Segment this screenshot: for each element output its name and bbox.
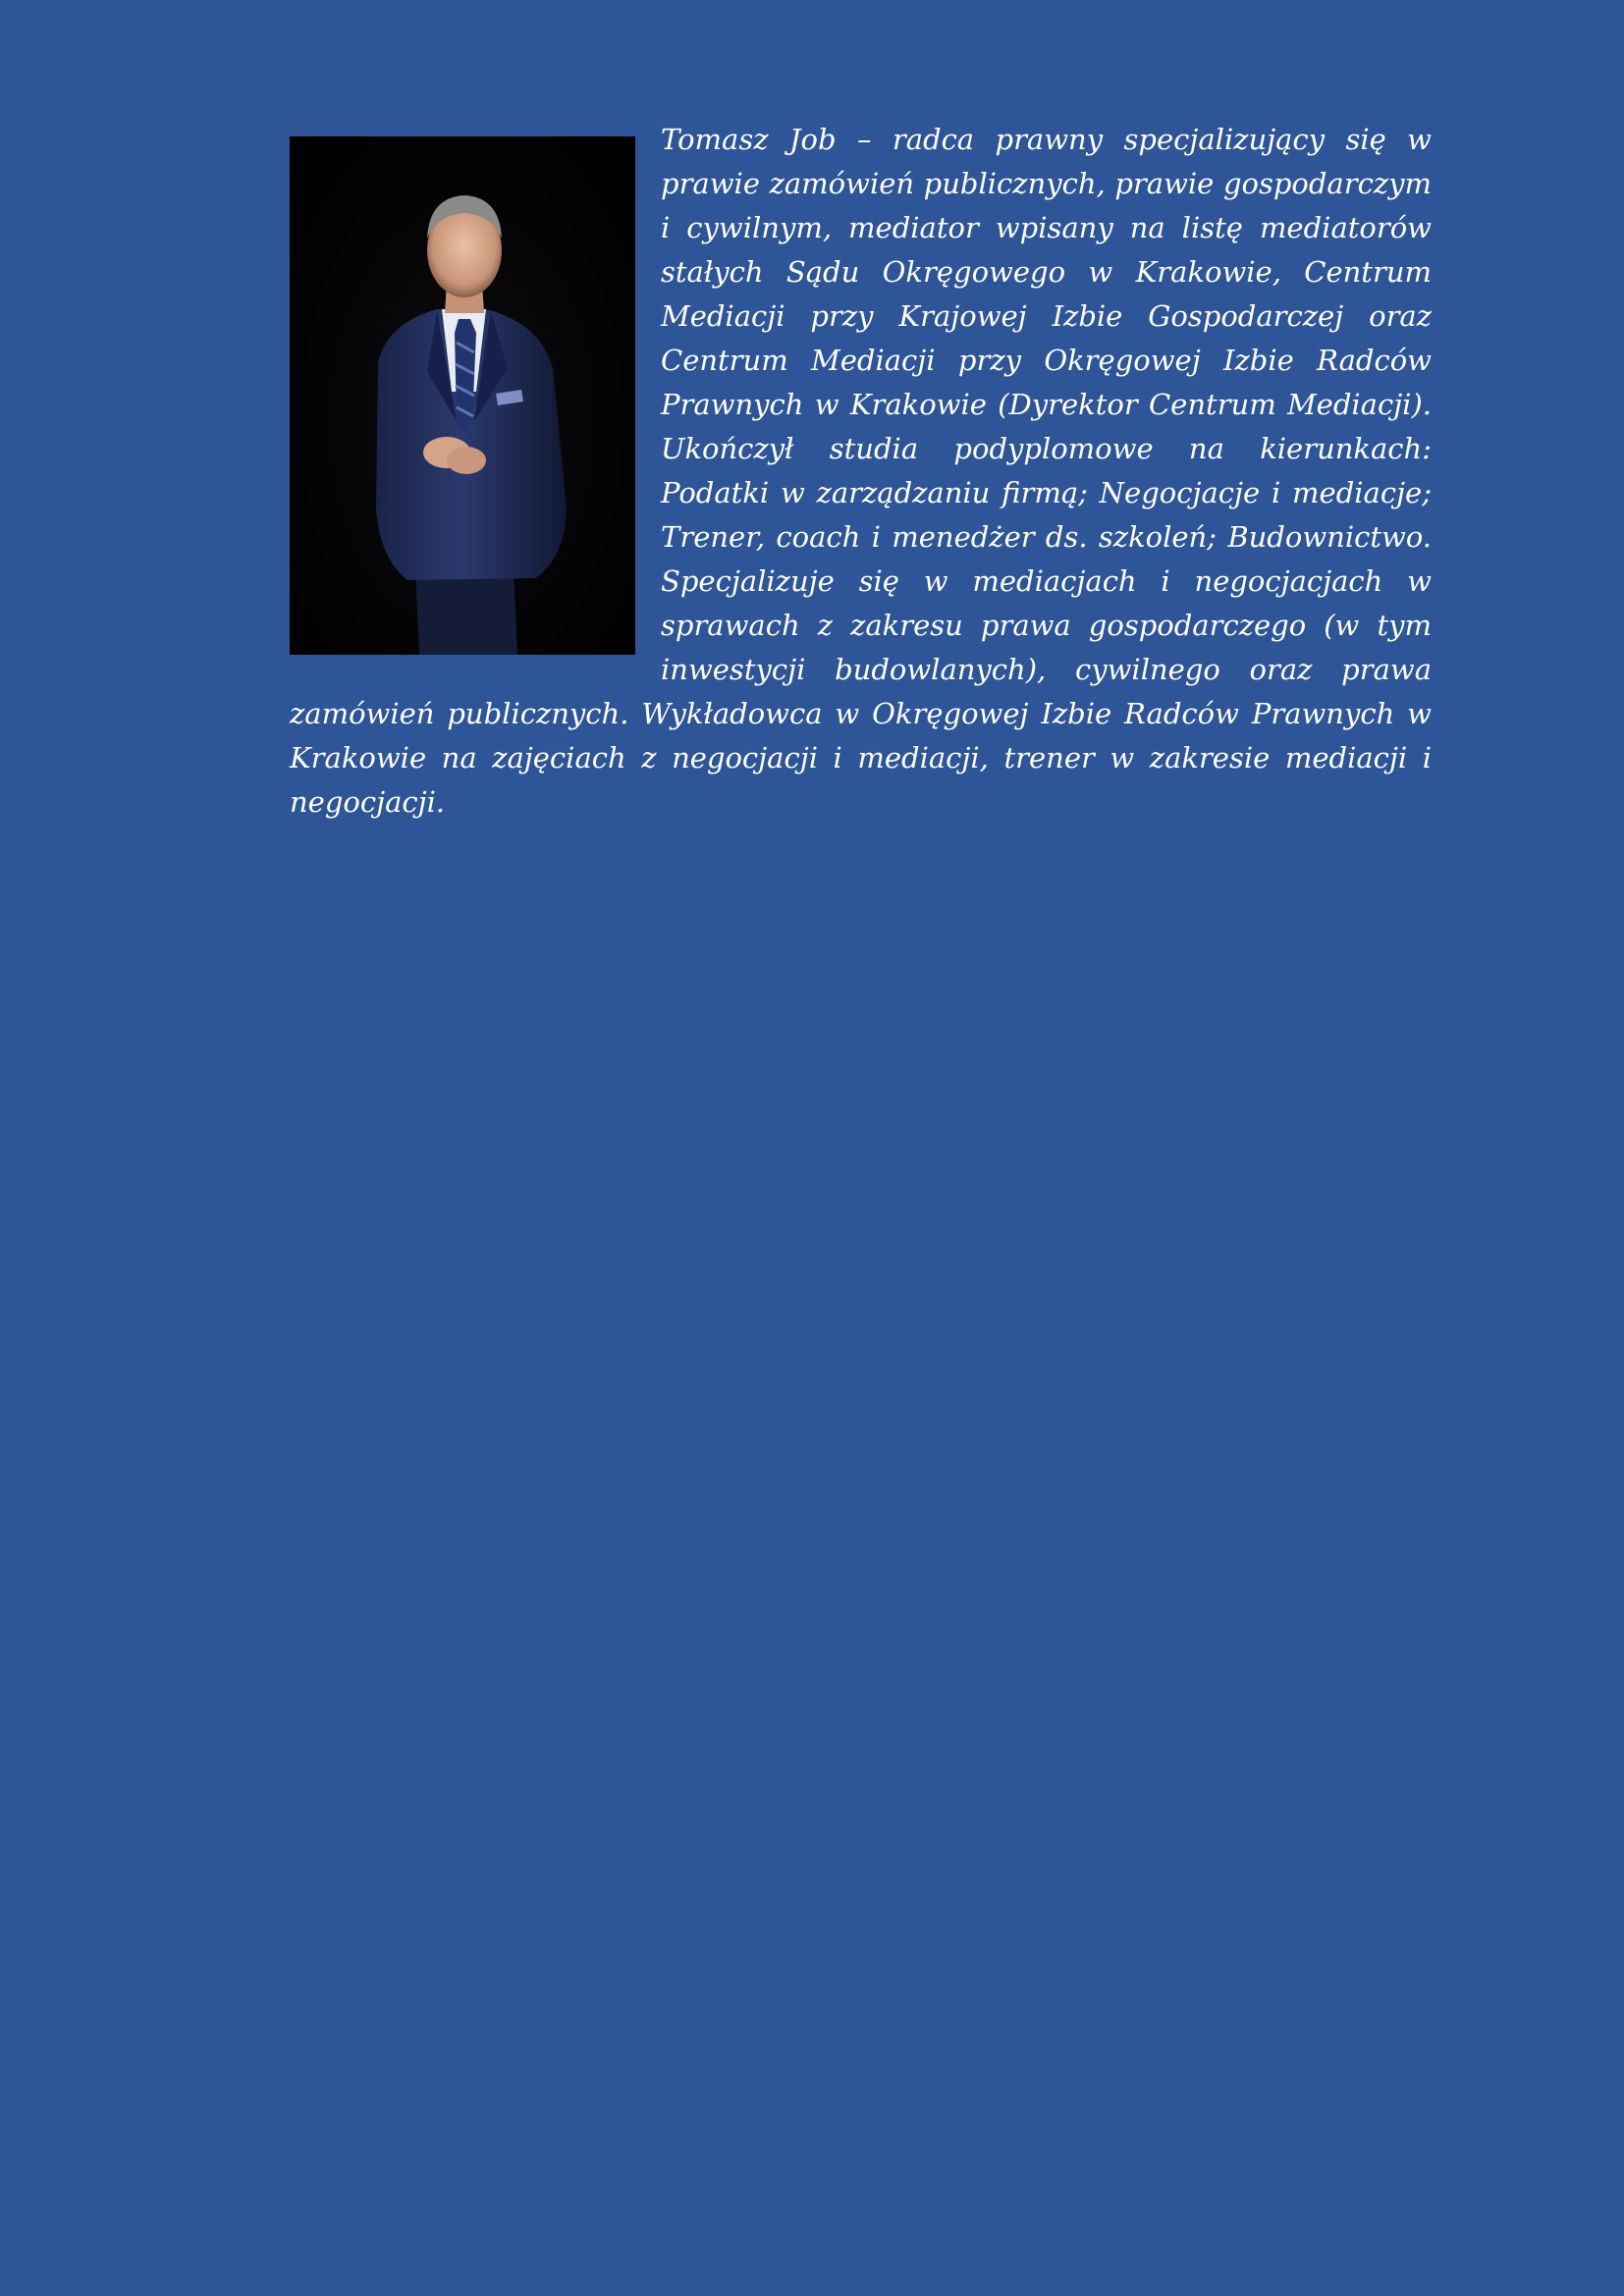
bio-text: Tomasz Job – radca prawny specjalizujący się w prawie zamówień publicznych, prawie gospodarczym i cywilnym, mediator wpisany na listę mediatorów stałych Sądu Okręgowego w Krakowie, Centrum Mediacji przy Krajowej Izbie Gospodarczej oraz Centrum Mediacji przy Okręgowej Izbie Radców Prawnych w Krakowie (Dyrektor Centrum Mediacji). Ukończył studia podyplomowe na kierunkach: Podatki w zarządzaniu firmą; Negocjacje i mediacje; Trener, coach i menedżer ds. szkoleń; Budownictwo. Specjalizuje się w mediacjach i negocjacjach w sprawach z zakresu prawa gospodarczego (w tym inwestycji budowlanych), cywilnego oraz prawa zamówień publicznych. Wykładowca w Okręgowej Izbie Radców Prawnych w Krakowie na zajęciach z negocjacji i mediacji, trener w zakresie mediacji i negocjacji. [290, 123, 1432, 819]
bio-section [290, 118, 1432, 825]
portrait-photo [290, 136, 635, 655]
portrait-illustration [290, 136, 635, 655]
